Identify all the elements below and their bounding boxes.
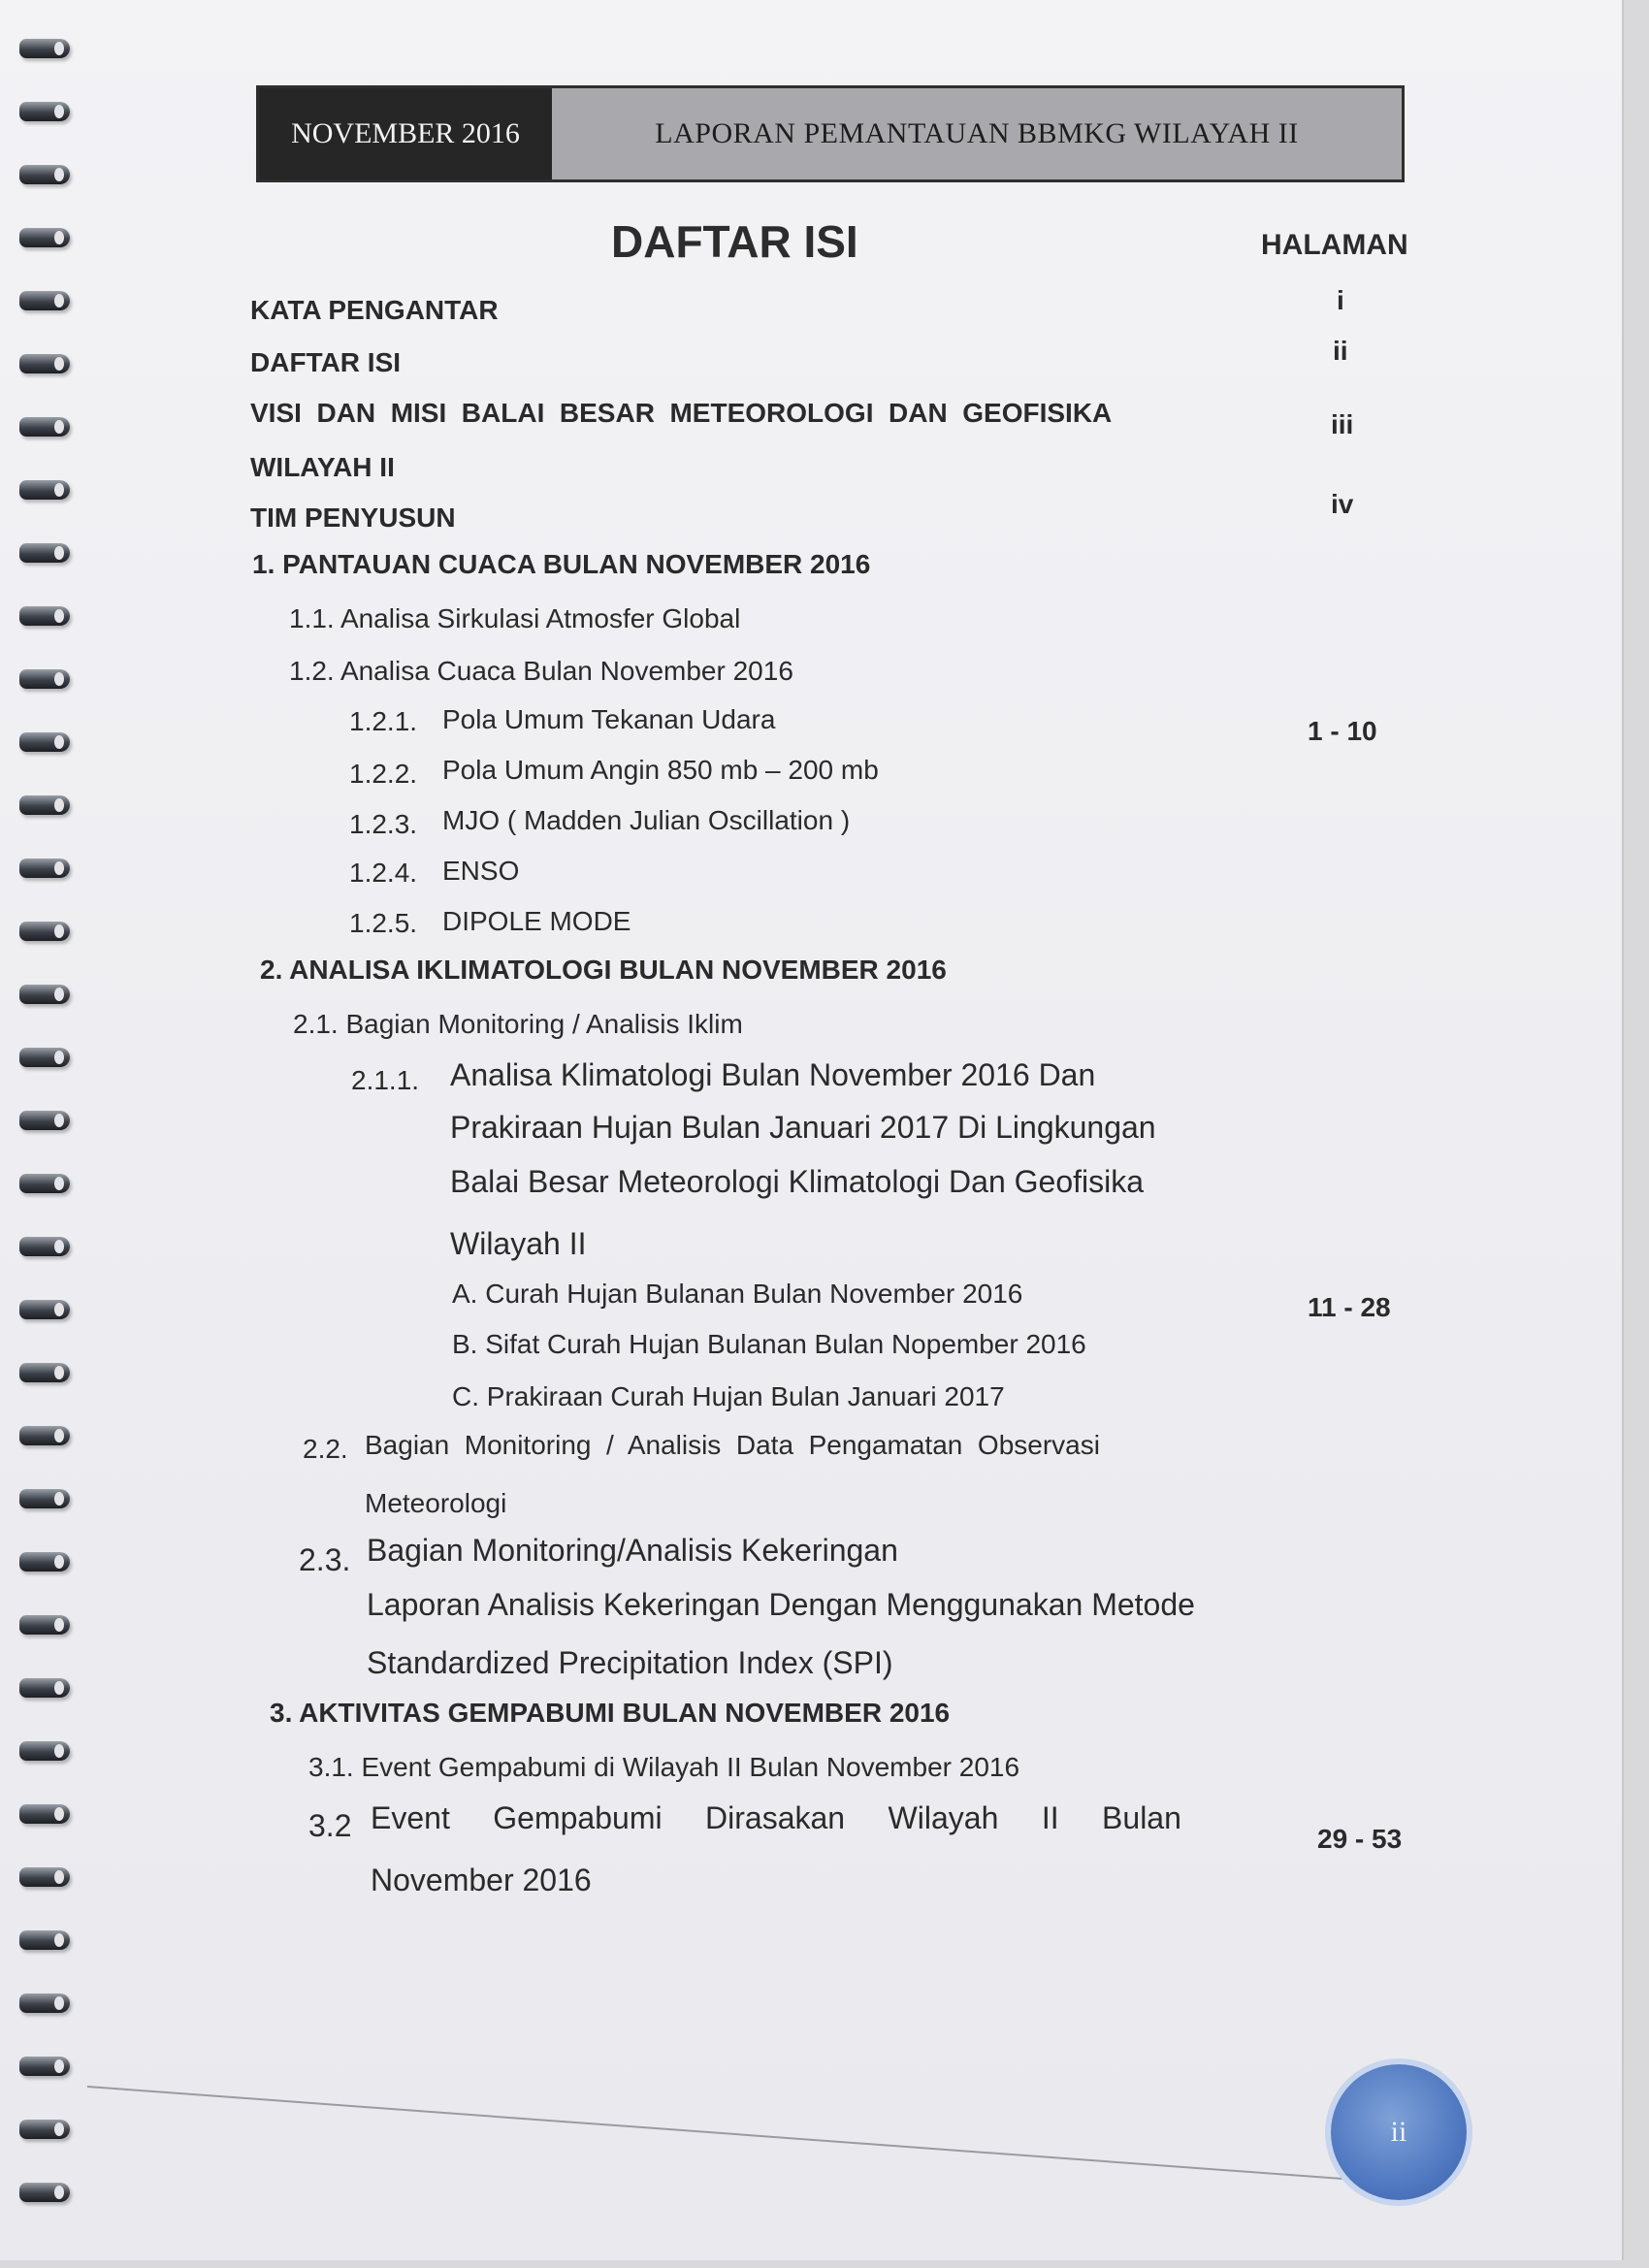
rainfall-item: C. Prakiraan Curah Hujan Bulan Januari 2017 [452,1381,1005,1411]
binding-ring [19,39,70,58]
section-2-item: Bagian Monitoring / Analisis Data Pengamatan Observasi [365,1430,1100,1460]
subitem-number: 1.2.2. [349,759,418,789]
binding-ring [19,2183,70,2202]
subitem-text: Pola Umum Tekanan Udara [442,704,776,734]
binding-ring [19,669,70,689]
page-title: DAFTAR ISI [611,216,858,267]
binding-ring [19,165,70,184]
binding-ring [19,1048,70,1067]
binding-ring [19,1993,70,2013]
binding-ring [19,1174,70,1193]
toc-tim-penyusun: TIM PENYUSUN [250,502,456,533]
binding-ring [19,1237,70,1256]
binding-ring [19,417,70,437]
subitem-number: 1.2.3. [349,809,418,839]
toc-page-tim-penyusun: iv [1331,489,1354,519]
subitem-number: 2.2. [303,1434,348,1464]
binding-ring [19,1300,70,1319]
subitem-number: 1.2.5. [349,908,418,938]
binding-ring [19,732,70,752]
section-3-item: Event Gempabumi Dirasakan Wilayah II Bulan [371,1800,1181,1835]
rainfall-item: B. Sifat Curah Hujan Bulanan Bulan Nopember 2016 [452,1329,1086,1359]
subitem-number: 1.2.1. [349,706,418,736]
section-2-item: Bagian Monitoring/Analisis Kekeringan [367,1533,898,1568]
binding-ring [19,354,70,373]
section-2-item-line: Laporan Analisis Kekeringan Dengan Menggunakan Metode [367,1587,1195,1622]
subitem-number: 2.1.1. [351,1065,420,1095]
toc-page-visi-misi: iii [1331,409,1354,439]
subitem-text-line: Wilayah II [450,1226,587,1261]
binding-ring [19,985,70,1004]
toc-page-section-2: 11 - 28 [1308,1292,1391,1322]
binding-ring [19,102,70,121]
header-month: NOVEMBER 2016 [259,88,552,179]
halaman-label: HALAMAN [1261,229,1408,261]
binding-ring [19,2057,70,2076]
spiral-binding [0,39,87,2251]
section-1-item: 1.1. Analisa Sirkulasi Atmosfer Global [289,603,741,633]
page-header [256,85,1405,182]
binding-ring [19,1489,70,1508]
toc-page-kata-pengantar: i [1337,285,1344,315]
subitem-number: 2.3. [299,1542,351,1577]
toc-page-section-1: 1 - 10 [1308,716,1377,746]
binding-ring [19,1615,70,1635]
section-1-title: 1. PANTAUAN CUACA BULAN NOVEMBER 2016 [252,549,871,579]
section-1-item: 1.2. Analisa Cuaca Bulan November 2016 [289,656,793,686]
page-number-badge: ii [1331,2064,1467,2200]
subitem-text-line: Analisa Klimatologi Bulan November 2016 Dan [450,1057,1096,1092]
binding-ring [19,1804,70,1824]
toc-daftar-isi: DAFTAR ISI [250,347,402,377]
rainfall-item: A. Curah Hujan Bulanan Bulan November 2016 [452,1279,1023,1309]
section-2-item: 2.1. Bagian Monitoring / Analisis Iklim [293,1009,743,1039]
toc-visi-misi: VISI DAN MISI BALAI BESAR METEOROLOGI DAN GEOFISIKA [250,398,1113,428]
binding-ring [19,859,70,878]
binding-ring [19,228,70,247]
toc-page-section-3: 29 - 53 [1317,1824,1403,1854]
toc-visi-misi-line2: WILAYAH II [250,452,395,482]
binding-ring [19,1678,70,1698]
binding-ring [19,543,70,563]
binding-ring [19,480,70,500]
binding-ring [19,1552,70,1571]
subitem-text: DIPOLE MODE [442,906,631,936]
toc-page-daftar-isi: ii [1333,336,1348,366]
binding-ring [19,1111,70,1130]
toc-kata-pengantar: KATA PENGANTAR [250,295,499,325]
section-3-title: 3. AKTIVITAS GEMPABUMI BULAN NOVEMBER 2016 [270,1698,951,1728]
binding-ring [19,2120,70,2139]
subitem-text-line: Prakiraan Hujan Bulan Januari 2017 Di Lingkungan [450,1110,1156,1145]
binding-ring [19,1930,70,1950]
section-3-item-line2: November 2016 [371,1863,592,1897]
subitem-text: Pola Umum Angin 850 mb – 200 mb [442,755,879,785]
footer-divider [87,2086,1384,2183]
subitem-number: 3.2 [308,1808,352,1843]
subitem-number: 1.2.4. [349,858,418,888]
binding-ring [19,291,70,310]
binding-ring [19,1363,70,1382]
section-3-item: 3.1. Event Gempabumi di Wilayah II Bulan November 2016 [308,1752,1020,1782]
section-2-item-line2: Meteorologi [365,1488,507,1518]
binding-ring [19,795,70,815]
binding-ring [19,1867,70,1887]
subitem-text-line: Balai Besar Meteorologi Klimatologi Dan Geofisika [450,1164,1145,1199]
binding-ring [19,606,70,626]
subitem-text: MJO ( Madden Julian Oscillation ) [442,805,851,835]
subitem-text: ENSO [442,856,520,886]
section-2-item-line: Standardized Precipitation Index (SPI) [367,1645,893,1680]
binding-ring [19,1426,70,1445]
binding-ring [19,922,70,941]
binding-ring [19,1741,70,1761]
header-report-title: LAPORAN PEMANTAUAN BBMKG WILAYAH II [552,88,1402,179]
section-2-title: 2. ANALISA IKLIMATOLOGI BULAN NOVEMBER 2016 [260,955,947,985]
